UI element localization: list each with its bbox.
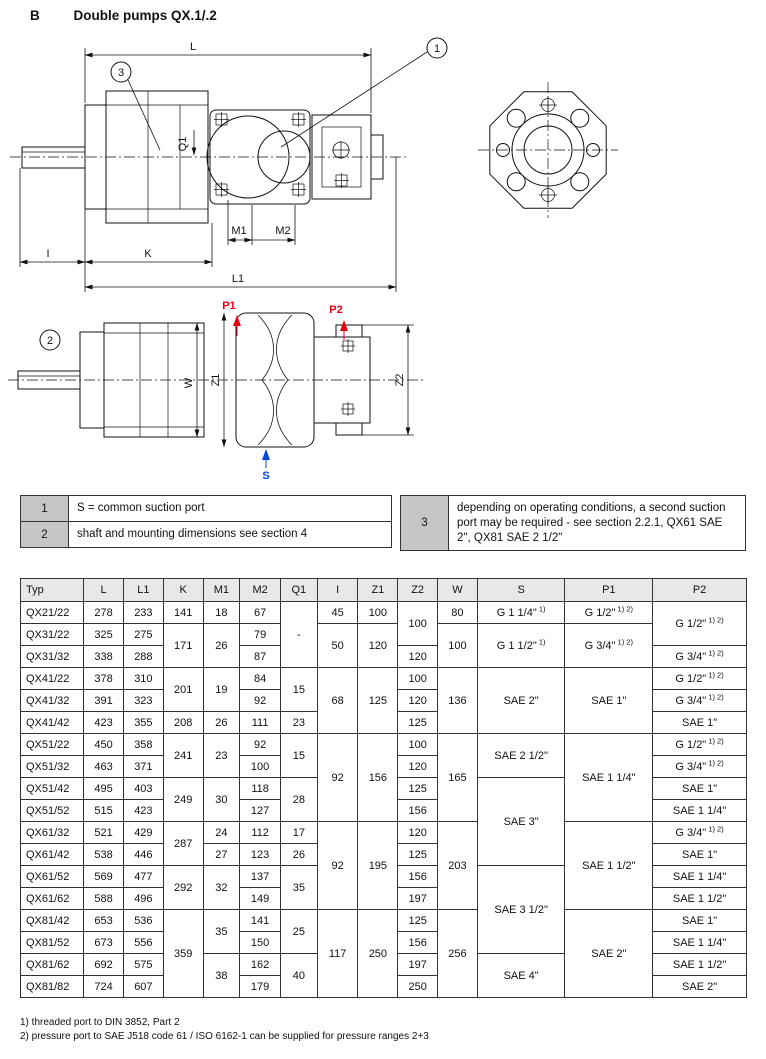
table-cell: 68 — [317, 668, 358, 734]
table-cell: 125 — [358, 668, 398, 734]
table-cell: SAE 1" — [653, 712, 747, 734]
table-cell: 84 — [240, 668, 281, 690]
dimension-table-wrapper — [20, 578, 747, 998]
table-cell: 403 — [123, 778, 163, 800]
page-title: Double pumps QX.1/.2 — [73, 8, 217, 23]
table-cell: G 3/4" $^{1) 2)}$ — [653, 756, 747, 778]
table-cell: G 1/2" $^{1) 2)}$ — [653, 734, 747, 756]
table-cell: 575 — [123, 954, 163, 976]
p1-arrow-icon — [233, 315, 241, 326]
table-cell: G 3/4" $^{1) 2)}$ — [653, 690, 747, 712]
table-cell: 136 — [438, 668, 478, 734]
port-s — [262, 449, 270, 482]
table-cell: 692 — [84, 954, 124, 976]
callout-3 — [111, 62, 160, 150]
column-header-q1: Q1 — [281, 579, 318, 602]
table-cell: 201 — [163, 668, 203, 712]
table-cell: 515 — [84, 800, 124, 822]
column-header-z1: Z1 — [358, 579, 398, 602]
table-cell: SAE 3" — [477, 778, 565, 866]
table-cell: 120 — [358, 624, 398, 668]
table-cell: QX61/32 — [21, 822, 84, 844]
table-cell: 15 — [281, 734, 318, 778]
table-cell: 156 — [358, 734, 398, 822]
table-cell: 310 — [123, 668, 163, 690]
table-cell: 125 — [398, 910, 438, 932]
table-cell: 288 — [123, 646, 163, 668]
column-header-typ: Typ — [21, 579, 84, 602]
table-cell: 197 — [398, 888, 438, 910]
port-label-p1: P1 — [222, 300, 236, 312]
table-cell: - — [281, 602, 318, 668]
table-cell: SAE 3 1/2" — [477, 866, 565, 954]
legend-text-1: S = common suction port — [77, 502, 205, 514]
table-cell: 100 — [358, 602, 398, 624]
port-p1 — [222, 300, 241, 336]
table-cell: 338 — [84, 646, 124, 668]
dim-label-l: L — [189, 41, 197, 53]
table-cell: 23 — [203, 734, 240, 778]
table-cell: 24 — [203, 822, 240, 844]
table-cell: 35 — [281, 866, 318, 910]
table-cell: 423 — [123, 800, 163, 822]
table-cell: G 1 1/4" $^{1)}$ — [477, 602, 565, 624]
table-cell: SAE 2" — [477, 668, 565, 734]
table-row — [21, 822, 747, 844]
table-cell: 67 — [240, 602, 281, 624]
column-header-p1: P1 — [565, 579, 653, 602]
table-cell: QX41/32 — [21, 690, 84, 712]
table-cell: 26 — [203, 624, 240, 668]
table-cell: 391 — [84, 690, 124, 712]
table-cell: 250 — [398, 976, 438, 998]
table-cell: 137 — [240, 866, 281, 888]
table-cell: QX21/22 — [21, 602, 84, 624]
table-cell: 92 — [317, 734, 358, 822]
port-label-p2: P2 — [329, 304, 343, 316]
table-cell: SAE 4" — [477, 954, 565, 998]
table-cell: 17 — [281, 822, 318, 844]
column-header-k: K — [163, 579, 203, 602]
table-cell: 117 — [317, 910, 358, 998]
legend-item-3 — [400, 495, 746, 551]
table-cell: 165 — [438, 734, 478, 822]
table-cell: SAE 1" — [653, 778, 747, 800]
table-cell: QX51/22 — [21, 734, 84, 756]
table-cell: 15 — [281, 668, 318, 712]
table-cell: G 1/2" $^{1) 2)}$ — [565, 602, 653, 624]
side-view-dimension-labels — [46, 41, 290, 285]
table-cell: 111 — [240, 712, 281, 734]
table-cell: 149 — [240, 888, 281, 910]
table-cell: 496 — [123, 888, 163, 910]
table-cell: 378 — [84, 668, 124, 690]
table-cell: SAE 1 1/2" — [565, 822, 653, 910]
table-cell: SAE 1" — [565, 668, 653, 734]
legend-left — [20, 495, 392, 548]
legend-number-1: 1 — [21, 496, 69, 521]
table-cell: G 3/4" $^{1) 2)}$ — [653, 822, 747, 844]
page-header — [30, 8, 217, 23]
table-cell: 607 — [123, 976, 163, 998]
table-cell: 45 — [317, 602, 358, 624]
table-cell: 179 — [240, 976, 281, 998]
table-cell: QX61/52 — [21, 866, 84, 888]
table-cell: 125 — [398, 844, 438, 866]
table-row — [21, 668, 747, 690]
table-cell: 120 — [398, 756, 438, 778]
table-cell: QX81/42 — [21, 910, 84, 932]
table-cell: 371 — [123, 756, 163, 778]
table-row — [21, 734, 747, 756]
table-cell: QX51/52 — [21, 800, 84, 822]
table-cell: 38 — [203, 954, 240, 998]
table-cell: 256 — [438, 910, 478, 998]
table-cell: 208 — [163, 712, 203, 734]
table-cell: 50 — [317, 624, 358, 668]
table-cell: G 1/2" $^{1) 2)}$ — [653, 602, 747, 646]
table-cell: 278 — [84, 602, 124, 624]
dim-label-m1: M1 — [231, 225, 247, 237]
table-cell: 495 — [84, 778, 124, 800]
table-cell: SAE 2 1/2" — [477, 734, 565, 778]
table-cell: 80 — [438, 602, 478, 624]
table-cell: 92 — [240, 734, 281, 756]
callout-2-number: 2 — [46, 335, 54, 347]
table-cell: 112 — [240, 822, 281, 844]
table-cell: 150 — [240, 932, 281, 954]
table-cell: QX31/22 — [21, 624, 84, 646]
table-cell: SAE 2" — [565, 910, 653, 998]
table-cell: 156 — [398, 932, 438, 954]
column-header-i: I — [317, 579, 358, 602]
table-cell: 197 — [398, 954, 438, 976]
dim-label-q1: Q1 — [177, 136, 189, 152]
table-cell: 446 — [123, 844, 163, 866]
table-cell: 30 — [203, 778, 240, 822]
flange-view-drawing — [478, 82, 618, 218]
table-cell: QX41/22 — [21, 668, 84, 690]
column-header-m1: M1 — [203, 579, 240, 602]
table-row — [21, 624, 747, 646]
table-cell: QX51/42 — [21, 778, 84, 800]
dim-label-z2: Z2 — [394, 373, 406, 387]
table-cell: 477 — [123, 866, 163, 888]
table-header-row — [21, 579, 747, 602]
callout-3-number: 3 — [117, 67, 125, 79]
table-cell: 18 — [203, 602, 240, 624]
top-view-dimension-labels — [183, 374, 406, 389]
table-cell: 100 — [398, 602, 438, 646]
table-cell: 26 — [203, 712, 240, 734]
footnotes — [20, 1016, 429, 1043]
table-cell: 19 — [203, 668, 240, 712]
pump-shaft — [22, 147, 85, 168]
table-cell: QX51/32 — [21, 756, 84, 778]
legend-right — [400, 495, 746, 551]
port-label-s: S — [262, 470, 270, 482]
table-cell: 450 — [84, 734, 124, 756]
technical-drawings — [0, 35, 766, 495]
table-cell: 32 — [203, 866, 240, 910]
table-cell: 569 — [84, 866, 124, 888]
table-cell: 120 — [398, 646, 438, 668]
table-cell: 423 — [84, 712, 124, 734]
side-view-drawing — [10, 91, 408, 223]
table-cell: G 1 1/2" $^{1)}$ — [477, 624, 565, 668]
table-row — [21, 602, 747, 624]
legend-number-3: 3 — [401, 496, 449, 550]
legend-text-3: depending on operating conditions, a second suction port may be required - see section 2.2.1, QX61 SAE 2", QX81 SAE 2 1/2" — [457, 502, 726, 544]
table-cell: 323 — [123, 690, 163, 712]
bolt-heads — [214, 112, 306, 197]
table-cell: 673 — [84, 932, 124, 954]
table-cell: 250 — [358, 910, 398, 998]
table-cell: G 1/2" $^{1) 2)}$ — [653, 668, 747, 690]
table-cell: 92 — [240, 690, 281, 712]
table-cell: 156 — [398, 800, 438, 822]
dim-label-k: K — [144, 248, 152, 260]
table-cell: 653 — [84, 910, 124, 932]
table-cell: QX81/62 — [21, 954, 84, 976]
column-header-s: S — [477, 579, 565, 602]
callout-2 — [40, 330, 60, 350]
column-header-m2: M2 — [240, 579, 281, 602]
table-cell: G 3/4" $^{1) 2)}$ — [653, 646, 747, 668]
s-arrow-icon — [262, 449, 270, 460]
table-cell: SAE 1 1/4" — [653, 866, 747, 888]
footnote-2: 2) pressure port to SAE J518 code 61 / ISO 6162-1 can be supplied for pressure ranges 2+3 — [20, 1030, 429, 1042]
table-cell: 724 — [84, 976, 124, 998]
table-cell: 127 — [240, 800, 281, 822]
table-cell: 195 — [358, 822, 398, 910]
dim-label-m2: M2 — [275, 225, 291, 237]
column-header-l1: L1 — [123, 579, 163, 602]
column-header-l: L — [84, 579, 124, 602]
table-cell: QX41/42 — [21, 712, 84, 734]
table-cell: 125 — [398, 778, 438, 800]
table-cell: 588 — [84, 888, 124, 910]
table-cell: 100 — [438, 624, 478, 668]
table-cell: 233 — [123, 602, 163, 624]
table-cell: 118 — [240, 778, 281, 800]
footnote-1: 1) threaded port to DIN 3852, Part 2 — [20, 1017, 180, 1028]
table-cell: SAE 1 1/2" — [653, 888, 747, 910]
table-cell: 156 — [398, 866, 438, 888]
table-cell: 25 — [281, 910, 318, 954]
table-cell: G 3/4" $^{1) 2)}$ — [565, 624, 653, 668]
table-cell: 162 — [240, 954, 281, 976]
table-cell: 141 — [240, 910, 281, 932]
legend-item-2 — [20, 521, 392, 548]
table-cell: 358 — [123, 734, 163, 756]
table-cell: 292 — [163, 866, 203, 910]
table-cell: 100 — [398, 668, 438, 690]
table-cell: 275 — [123, 624, 163, 646]
table-cell: 35 — [203, 910, 240, 954]
table-cell: 27 — [203, 844, 240, 866]
table-cell: 241 — [163, 734, 203, 778]
table-cell: 26 — [281, 844, 318, 866]
table-cell: 325 — [84, 624, 124, 646]
legend-item-1 — [20, 495, 392, 522]
dim-label-z1: Z1 — [210, 373, 222, 387]
section-letter: B — [30, 8, 40, 23]
table-cell: QX61/62 — [21, 888, 84, 910]
table-cell: 536 — [123, 910, 163, 932]
table-cell: 203 — [438, 822, 478, 910]
port-boss-bottom — [336, 423, 362, 435]
port-boss-top — [336, 325, 362, 337]
callout-1 — [281, 38, 447, 147]
dim-label-l1: L1 — [231, 273, 245, 285]
table-cell: SAE 2" — [653, 976, 747, 998]
column-header-w: W — [438, 579, 478, 602]
table-cell: SAE 1" — [653, 910, 747, 932]
table-cell: 556 — [123, 932, 163, 954]
table-cell: 120 — [398, 690, 438, 712]
table-cell: 100 — [240, 756, 281, 778]
table-cell: 287 — [163, 822, 203, 866]
table-cell: 125 — [398, 712, 438, 734]
table-cell: 249 — [163, 778, 203, 822]
table-cell: 355 — [123, 712, 163, 734]
table-cell: 538 — [84, 844, 124, 866]
table-cell: 123 — [240, 844, 281, 866]
dim-label-i: I — [46, 248, 50, 260]
table-cell: QX31/32 — [21, 646, 84, 668]
table-cell: 40 — [281, 954, 318, 998]
table-cell: 171 — [163, 624, 203, 668]
table-cell: 87 — [240, 646, 281, 668]
table-cell: 463 — [84, 756, 124, 778]
table-cell: QX61/42 — [21, 844, 84, 866]
table-cell: 521 — [84, 822, 124, 844]
table-cell: 28 — [281, 778, 318, 822]
table-cell: QX81/52 — [21, 932, 84, 954]
table-cell: 23 — [281, 712, 318, 734]
table-cell: SAE 1 1/4" — [565, 734, 653, 822]
table-cell: SAE 1 1/4" — [653, 800, 747, 822]
table-cell: SAE 1" — [653, 844, 747, 866]
legend-number-2: 2 — [21, 522, 69, 547]
bolt-heads — [341, 339, 355, 416]
table-cell: 100 — [398, 734, 438, 756]
table-row — [21, 910, 747, 932]
dim-label-w: W — [183, 377, 195, 389]
table-cell: SAE 1 1/4" — [653, 932, 747, 954]
table-cell: 79 — [240, 624, 281, 646]
table-cell: SAE 1 1/2" — [653, 954, 747, 976]
column-header-p2: P2 — [653, 579, 747, 602]
top-view-dimensions — [197, 313, 414, 447]
port-p2 — [329, 304, 348, 340]
table-cell: 429 — [123, 822, 163, 844]
dimension-table — [20, 578, 747, 998]
table-cell: 359 — [163, 910, 203, 998]
legend-text-2: shaft and mounting dimensions see section 4 — [77, 528, 308, 540]
table-cell: QX81/82 — [21, 976, 84, 998]
table-cell: 92 — [317, 822, 358, 910]
column-header-z2: Z2 — [398, 579, 438, 602]
table-cell: 120 — [398, 822, 438, 844]
callout-1-number: 1 — [433, 43, 441, 55]
table-cell: 141 — [163, 602, 203, 624]
